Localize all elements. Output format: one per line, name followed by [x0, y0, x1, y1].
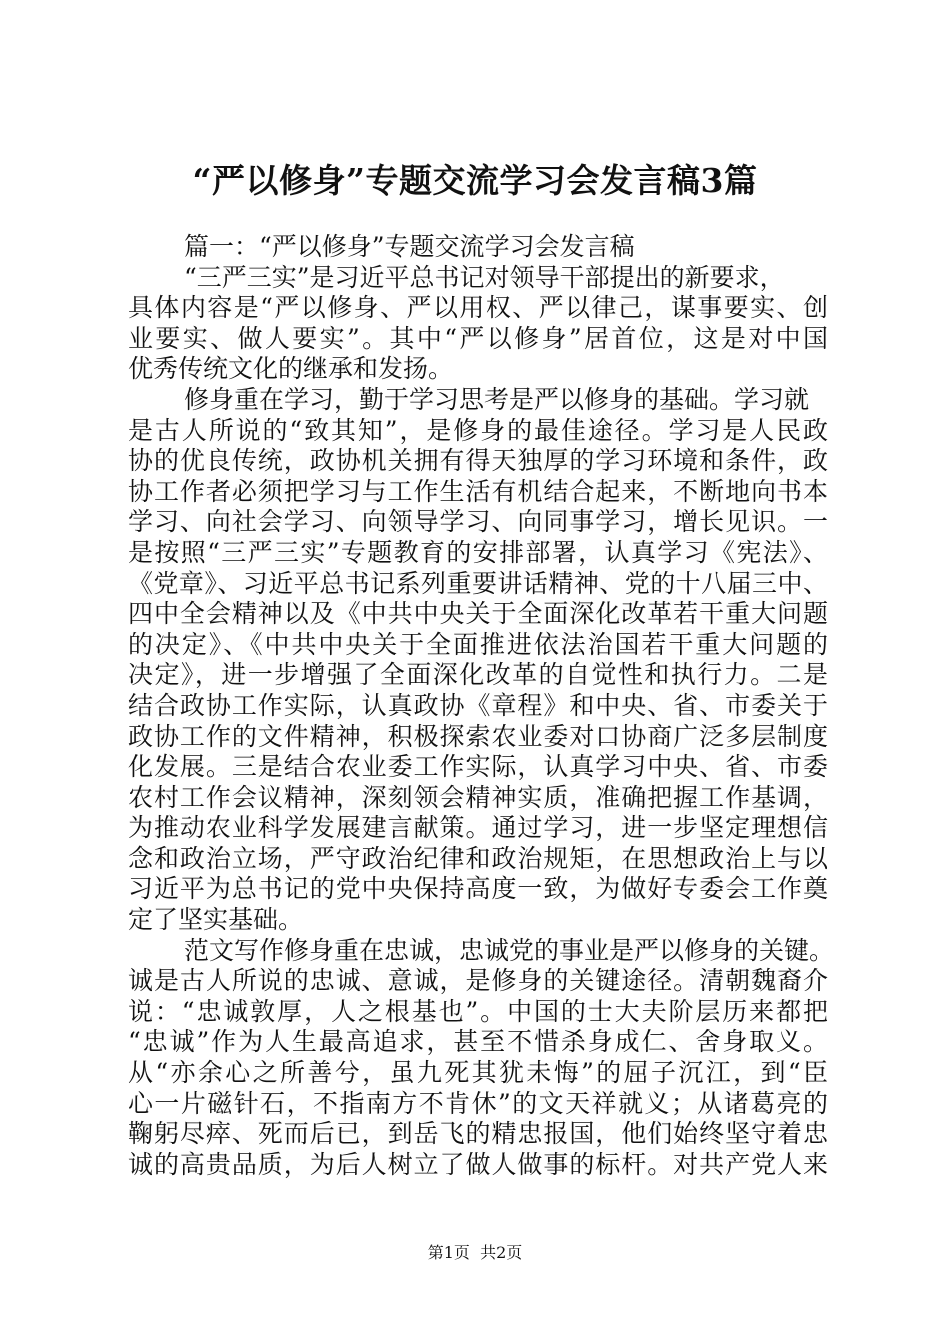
paragraph-line: 学习、向社会学习、向领导学习、向同事学习，增长见识。一 [128, 507, 828, 537]
paragraph-line: 的决定》、《中共中央关于全面推进依法治国若干重大问题的 [128, 629, 828, 659]
paragraph-line: 鞠躬尽瘁、死而后已，到岳飞的精忠报国，他们始终坚守着忠 [128, 1119, 828, 1149]
paragraph-line: 习近平为总书记的党中央保持高度一致，为做好专委会工作奠 [128, 874, 828, 904]
paragraph-line: “忠诚”作为人生最高追求，甚至不惜杀身成仁、舍身取义。 [128, 1027, 828, 1057]
paragraph-line: 协工作者必须把学习与工作生活有机结合起来，不断地向书本 [128, 476, 828, 506]
paragraph-line: 优秀传统文化的继承和发扬。 [128, 354, 454, 384]
paragraph-line: “三严三实”是习近平总书记对领导干部提出的新要求， [184, 262, 785, 292]
paragraph-line: 诚是古人所说的忠诚、意诚，是修身的关键途径。清朝魏裔介 [128, 966, 828, 996]
document-title: “严以修身”专题交流学习会发言稿3篇 [192, 161, 758, 200]
paragraph-line: 农村工作会议精神，深刻领会精神实质，准确把握工作基调， [128, 782, 828, 812]
paragraph-line: 《党章》、习近平总书记系列重要讲话精神、党的十八届三中、 [128, 568, 828, 598]
paragraph-line: 范文写作修身重在忠诚，忠诚党的事业是严以修身的关键。 [184, 935, 835, 965]
section-heading: 篇一：“严以修身”专题交流学习会发言稿 [184, 232, 635, 261]
paragraph-line: 定了坚实基础。 [128, 905, 304, 935]
page-number-footer: 第1页 共2页 [427, 1243, 523, 1262]
paragraph-line: 具体内容是“严以修身、严以用权、严以律己，谋事要实、创 [128, 293, 828, 323]
paragraph-line: 说：“忠诚敦厚，人之根基也”。中国的士大夫阶层历来都把 [128, 996, 828, 1026]
paragraph-line: 决定》，进一步增强了全面深化改革的自觉性和执行力。二是 [128, 660, 828, 690]
document-body [128, 232, 835, 1180]
paragraph-line: 诚的高贵品质，为后人树立了做人做事的标杆。对共产党人来 [128, 1149, 828, 1179]
paragraph-line: 修身重在学习，勤于学习思考是严以修身的基础。学习就 [184, 384, 810, 414]
paragraph-line: 心一片磁针石，不指南方不肯休”的文天祥就义；从诸葛亮的 [128, 1088, 828, 1118]
paragraph-line: 结合政协工作实际，认真政协《章程》和中央、省、市委关于 [128, 690, 828, 720]
paragraph-line: 念和政治立场，严守政治纪律和政治规矩，在思想政治上与以 [128, 843, 828, 873]
paragraph-line: 业要实、做人要实”。其中“严以修身”居首位，这是对中国 [128, 323, 828, 353]
paragraph-line: 从“亦余心之所善兮，虽九死其犹未悔”的屈子沉江，到“臣 [128, 1058, 828, 1088]
paragraph-line: 是古人所说的“致其知”，是修身的最佳途径。学习是人民政 [128, 415, 828, 445]
paragraph-line: 政协工作的文件精神，积极探索农业委对口协商广泛多层制度 [128, 721, 828, 751]
paragraph-line: 四中全会精神以及《中共中央关于全面深化改革若干重大问题 [128, 599, 828, 629]
paragraph-line: 协的优良传统，政协机关拥有得天独厚的学习环境和条件，政 [128, 446, 828, 476]
paragraph-line: 是按照“三严三实”专题教育的安排部署，认真学习《宪法》、 [128, 537, 828, 567]
paragraph-line: 为推动农业科学发展建言献策。通过学习，进一步坚定理想信 [128, 813, 828, 843]
paragraph-line: 化发展。三是结合农业委工作实际，认真学习中央、省、市委 [128, 752, 828, 782]
